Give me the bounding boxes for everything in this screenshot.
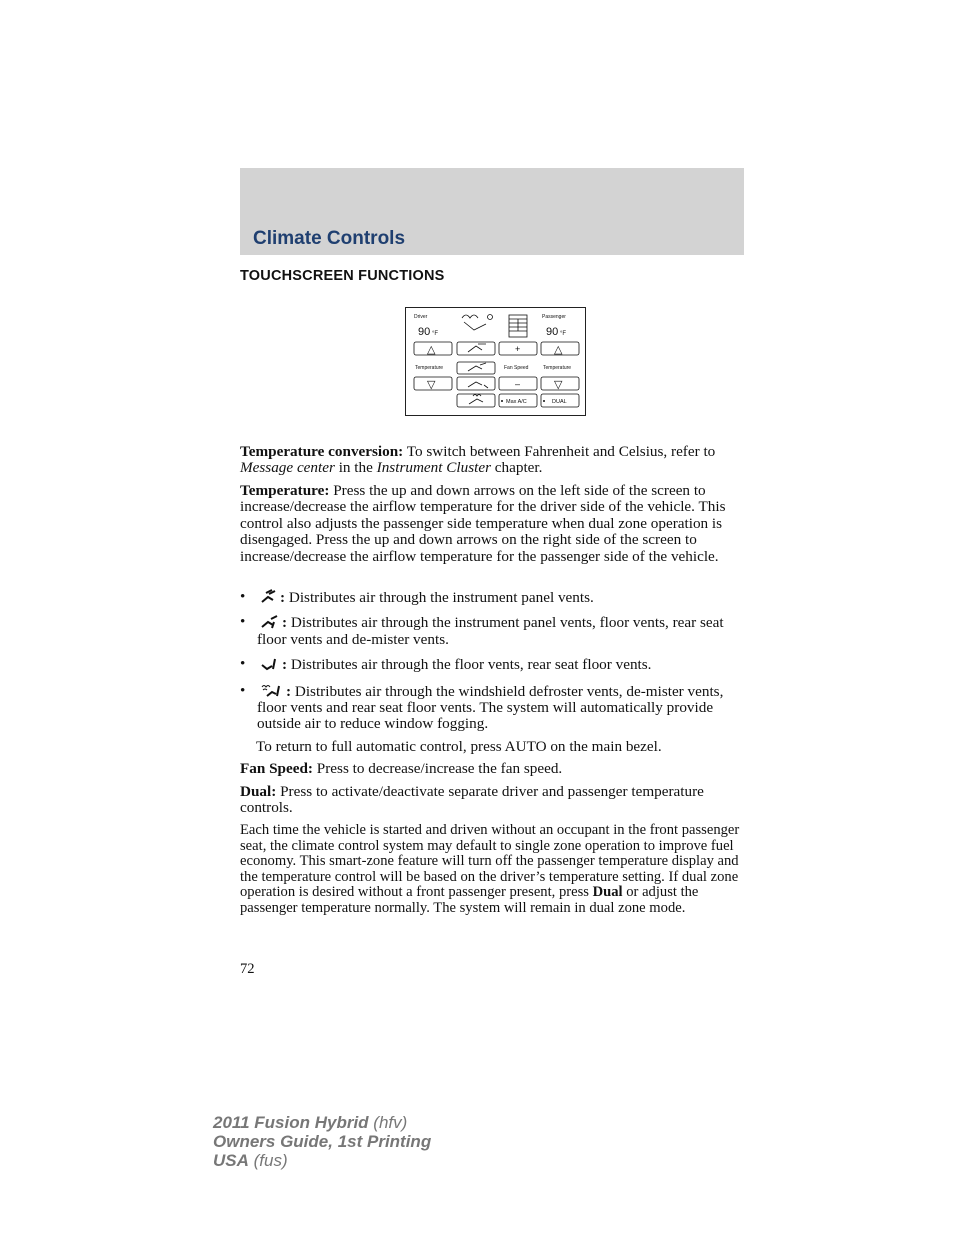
- footer: [213, 1113, 431, 1170]
- bullet-dot: •: [240, 655, 246, 673]
- dual-paragraph: [240, 784, 746, 817]
- passenger-up-arrow: △: [554, 344, 563, 356]
- right-temperature-label: Temperature: [543, 365, 572, 371]
- bullet-text: Distributes air through the windshield defroster vents, de-mister vents, floor vents and rear seat floor vents. The system will automatically provide outside air to reduce window fogging.: [257, 682, 724, 733]
- defrost-floor-vent-button[interactable]: [457, 394, 495, 407]
- dual-label: DUAL: [552, 399, 567, 405]
- panel-floor-vent-icon: [260, 614, 280, 630]
- bullet-text: Distributes air through the instrument panel vents.: [285, 589, 594, 606]
- temperature-text: Press the up and down arrows on the left side of the screen to increase/decrease the airflow temperature for the driver side of the vehicle. This control also adjusts the passenger side temperature when dual zone operation is disengaged. Press the up and down arrows on the right side of the screen to increase/decrease the airflow temperature for the passenger side of the vehicle.: [240, 482, 726, 565]
- bullet-colon: :: [282, 614, 288, 632]
- temp-conversion-ref-1: Message center: [240, 459, 335, 477]
- bullet-colon: :: [286, 682, 292, 700]
- passenger-temp-value: 90: [546, 326, 559, 338]
- driver-temp-unit: °F: [432, 331, 439, 337]
- temp-conversion-ref-2: Instrument Cluster: [376, 459, 491, 477]
- footer-line3-light: (fus): [248, 1151, 288, 1170]
- bullet-text: Distributes air through the floor vents, rear seat floor vents.: [287, 656, 652, 674]
- bullet-colon: :: [280, 589, 286, 606]
- driver-down-arrow: ▽: [427, 379, 436, 391]
- passenger-down-arrow: ▽: [554, 379, 563, 391]
- dual-text: Press to activate/deactivate separate driver and passenger temperature controls.: [240, 783, 704, 817]
- temperature-paragraph: [240, 483, 746, 565]
- floor-vent-icon: [260, 656, 280, 672]
- temp-conversion-text-2: in the: [334, 459, 377, 477]
- defrost-floor-vent-icon: [260, 683, 284, 699]
- footer-line3-bold: USA: [213, 1151, 249, 1170]
- footer-line1-light: (hfv): [368, 1113, 408, 1132]
- dual-label: Dual:: [240, 783, 277, 800]
- max-ac-label: Max A/C: [506, 399, 527, 405]
- footer-line1-bold: 2011 Fusion Hybrid: [213, 1113, 369, 1132]
- fan-speed-text: Press to decrease/increase the fan speed.: [313, 760, 563, 777]
- bullet-colon: :: [282, 656, 288, 674]
- temperature-label: Temperature:: [240, 482, 330, 499]
- passenger-temp-unit: °F: [560, 331, 567, 337]
- bullet-item: [240, 683, 746, 733]
- fan-speed-graphic: [509, 315, 527, 337]
- fan-speed-paragraph: [240, 761, 746, 777]
- minus-label: –: [515, 379, 521, 389]
- bullet-item: [240, 614, 746, 648]
- temp-conversion-text-3: chapter.: [491, 459, 543, 477]
- driver-label: Driver: [414, 314, 428, 320]
- fan-speed-label: Fan Speed: [504, 365, 529, 371]
- smart-zone-paragraph: [240, 823, 746, 917]
- temp-conversion-label: Temperature conversion:: [240, 443, 404, 460]
- fan-speed-label: Fan Speed:: [240, 760, 313, 777]
- footer-line2-bold: Owners Guide, 1st Printing: [213, 1132, 432, 1151]
- panel-floor-vent-button[interactable]: [457, 362, 495, 374]
- panel-vent-icon: [260, 589, 278, 605]
- defrost-seat-icon: [462, 315, 493, 331]
- passenger-label: Passenger: [542, 314, 566, 320]
- driver-up-arrow: △: [427, 344, 436, 356]
- panel-vent-button[interactable]: [457, 342, 495, 355]
- plus-label: +: [515, 344, 521, 354]
- bullet-dot: •: [240, 681, 246, 699]
- driver-temp-value: 90: [418, 326, 431, 338]
- page-number: 72: [240, 961, 255, 977]
- temp-conversion-paragraph: [240, 444, 746, 477]
- smart-zone-bold: Dual: [592, 884, 623, 901]
- dual-indicator-icon: [543, 400, 545, 402]
- bullet-text: Distributes air through the instrument panel vents, floor vents, rear seat floor vents and de-mister vents.: [257, 614, 724, 648]
- bullet-dot: •: [240, 588, 246, 605]
- bullet-item: [240, 656, 746, 673]
- smart-zone-text-2: or adjust the passenger temperature normally. The system will remain in dual zone mode.: [240, 884, 699, 916]
- bullet-list: [240, 589, 746, 755]
- bullet-item: [240, 589, 746, 606]
- floor-vent-button[interactable]: [457, 377, 495, 390]
- max-ac-indicator-icon: [501, 400, 503, 402]
- touchscreen-illustration: [405, 307, 586, 416]
- left-temperature-label: Temperature: [415, 365, 444, 371]
- temp-conversion-text-1: To switch between Fahrenheit and Celsius, refer to: [403, 443, 716, 460]
- bullet-dot: •: [240, 613, 246, 631]
- section-title: TOUCHSCREEN FUNCTIONS: [240, 268, 445, 284]
- smart-zone-text-1: Each time the vehicle is started and driven without an occupant in the front passenger seat, the climate control system may default to single zone operation to improve fuel economy. This smart-zone feature will turn off the passenger temperature display and the temperature control will be based on the driver’s temperature setting. If dual zone operation is desired without a front passenger present, press: [240, 822, 740, 901]
- return-auto-text: To return to full automatic control, press AUTO on the main bezel.: [256, 737, 662, 755]
- chapter-title: Climate Controls: [253, 228, 406, 249]
